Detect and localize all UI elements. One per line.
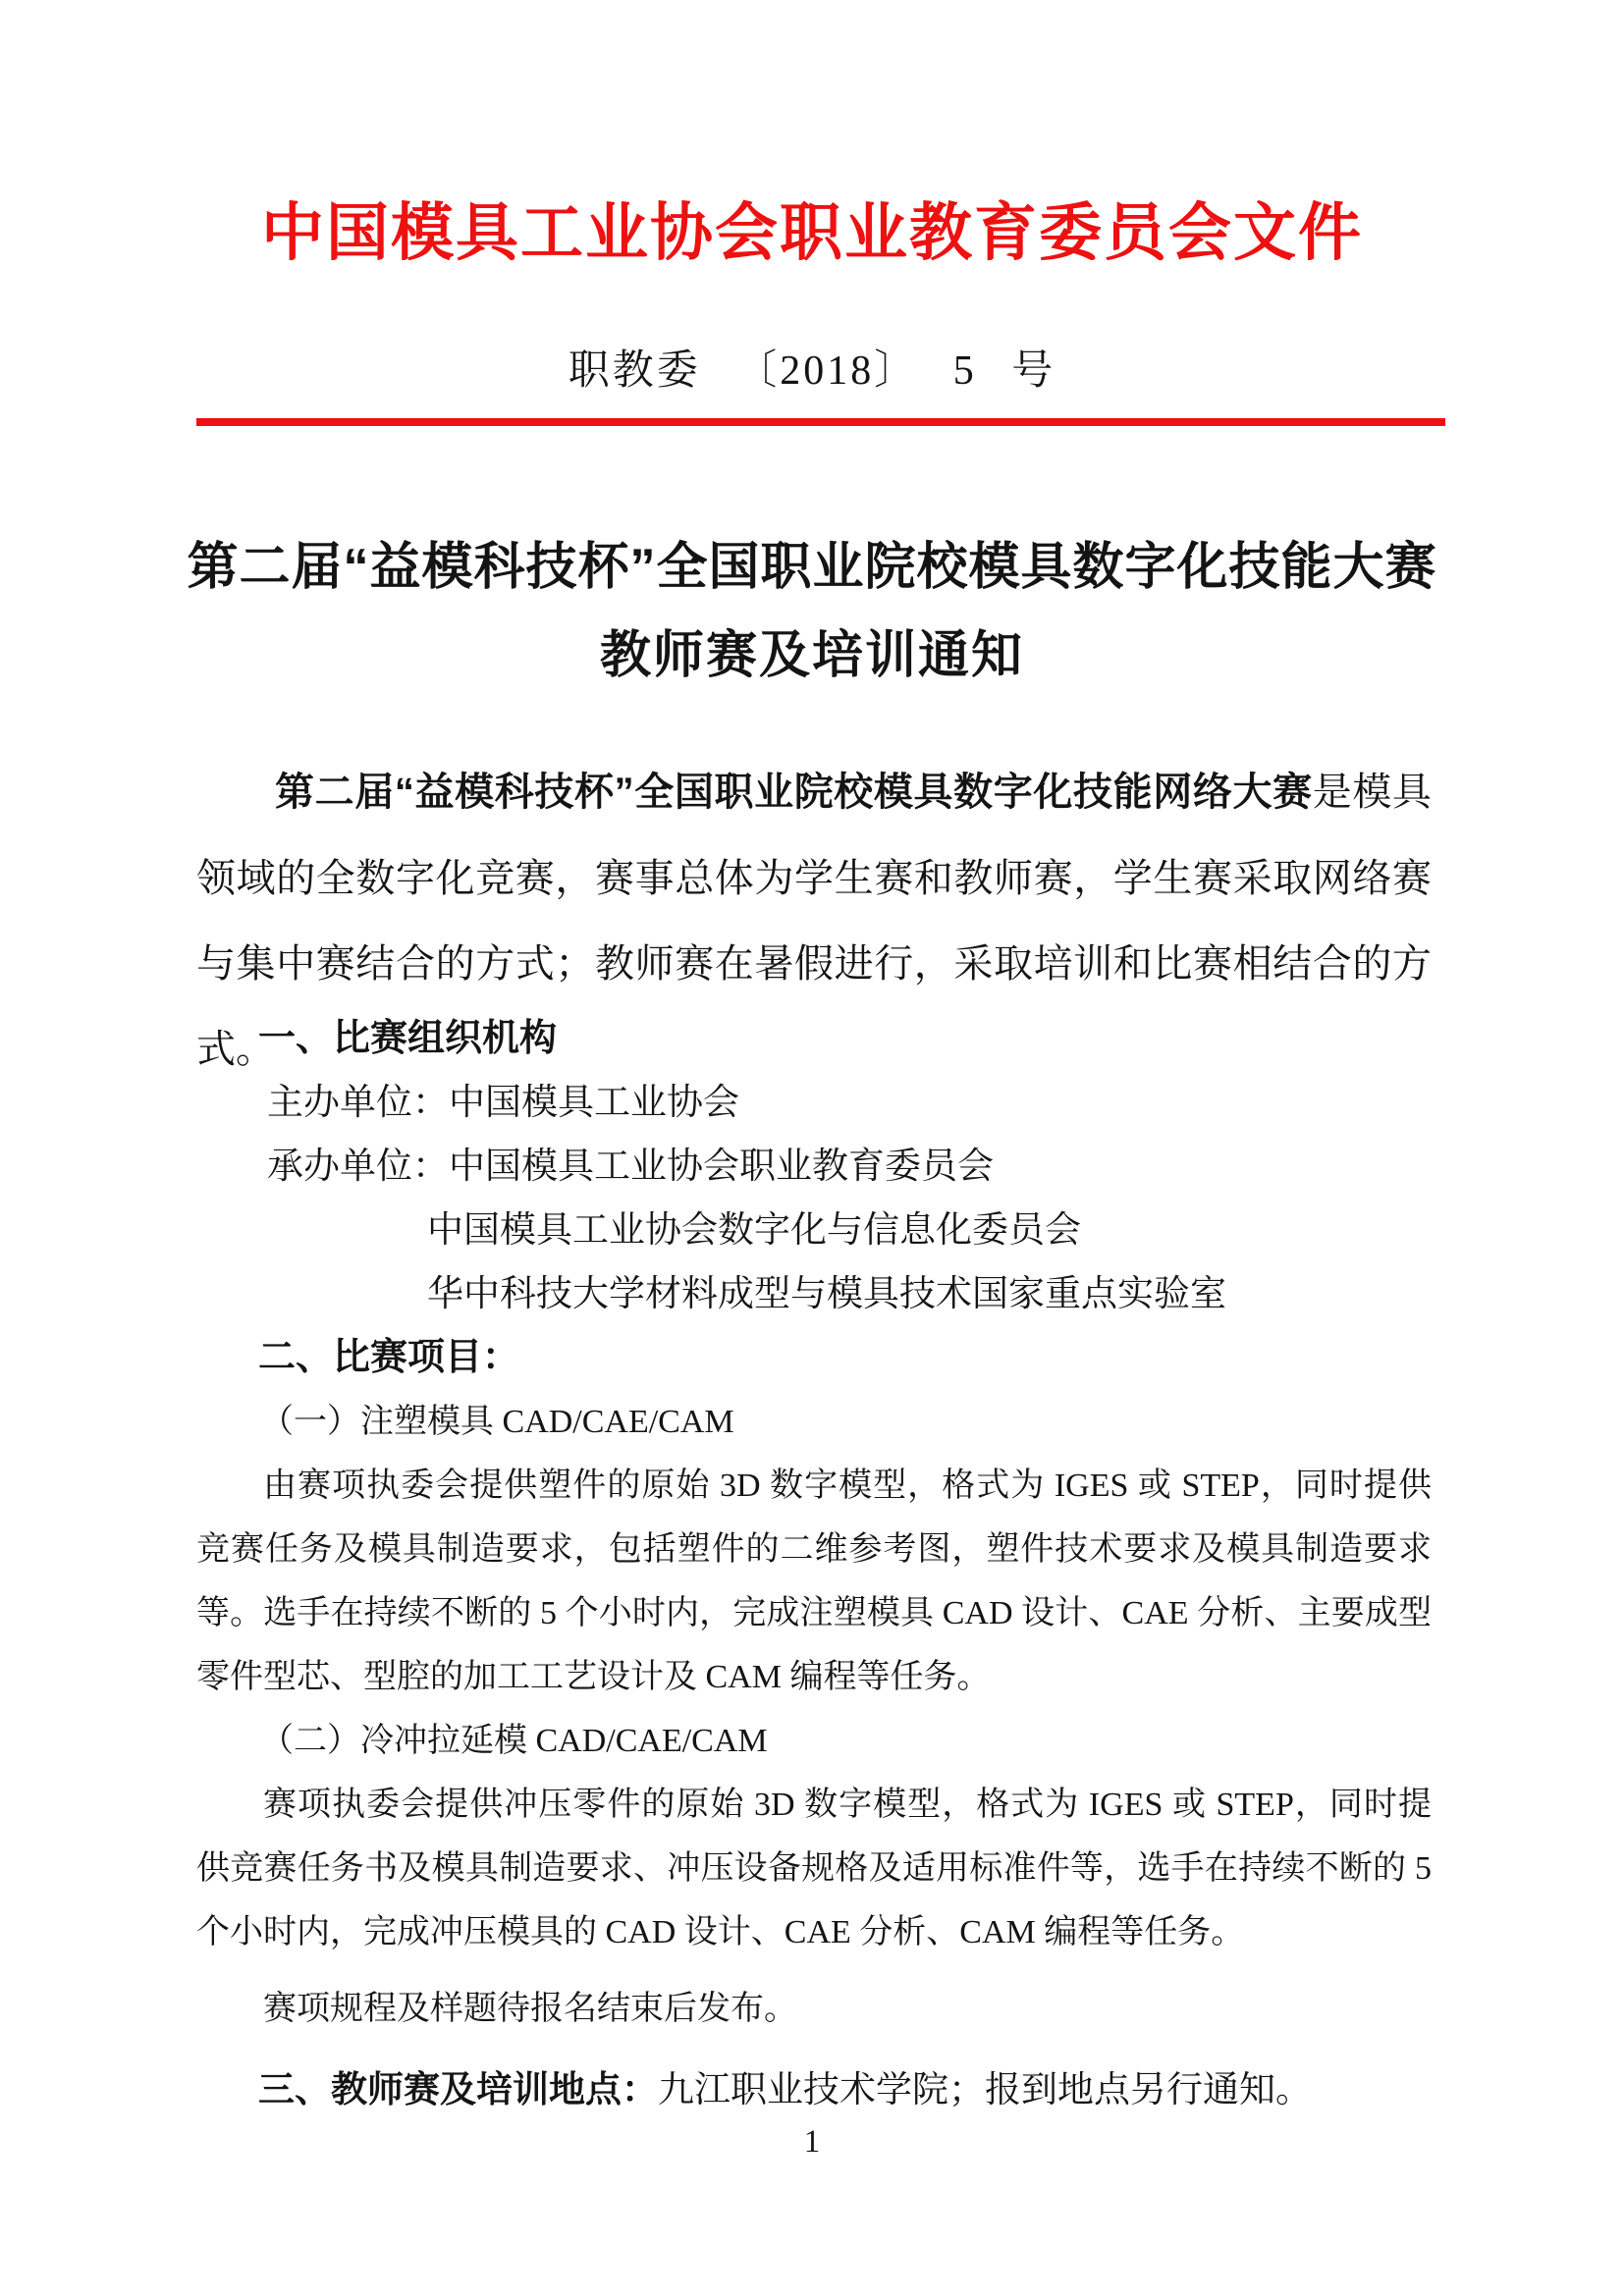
- intro-description: 是模具领域的全数字化竞赛，赛事总体为学生赛和教师赛，学生赛采取网络赛与集中赛结合的方式；教师赛在暑假进行，采取培训和比赛相结合的方式。: [196, 770, 1433, 1071]
- event-2-title: （二）冷冲拉延模 CAD/CAE/CAM: [260, 1723, 768, 1759]
- section-2-events: [196, 1326, 1432, 1964]
- section-3-body: 九江职业技术学院；报到地点另行通知。: [658, 2070, 1312, 2110]
- event-1-description: 由赛项执委会提供塑件的原始 3D 数字模型，格式为 IGES 或 STEP，同时提供竞赛任务及模具制造要求，包括塑件的二维参考图，塑件技术要求及模具制造要求等。选手在持续不断的 5 个小时内，完成注塑模具 CAD 设计、CAE 分析、主要成型零件型芯、型腔的加工工艺设计及 CAM 编程等任务。: [196, 1468, 1432, 1695]
- section-3-location: [196, 2057, 1493, 2122]
- rules-release-note: 赛项规程及样题待报名结束后发布。: [263, 1991, 797, 2027]
- section-2-heading: 二、比赛项目：: [258, 1337, 520, 1378]
- red-header-org-title: 中国模具工业协会职业教育委员会文件: [261, 198, 1363, 268]
- host-unit-line: 主办单位：中国模具工业协会: [267, 1083, 739, 1123]
- document-number: 职教委 〔2018〕 5 号: [568, 348, 1056, 394]
- organizer-unit-extra-1: 中国模具工业协会数字化与信息化委员会: [427, 1210, 1081, 1251]
- event-1-title: （一）注塑模具 CAD/CAE/CAM: [260, 1404, 734, 1440]
- section-1-heading: 一、比赛组织机构: [258, 1018, 558, 1059]
- main-title-line2: 教师赛及培训通知: [599, 627, 1024, 684]
- section-1-organization: [196, 1007, 1432, 1326]
- red-divider-line: [196, 418, 1445, 426]
- main-title-line1: 第二届“益模科技杯”全国职业院校模具数字化技能大赛: [187, 539, 1437, 596]
- event-2-description: 赛项执委会提供冲压零件的原始 3D 数字模型，格式为 IGES 或 STEP，同时提供竞赛任务书及模具制造要求、冲压设备规格及适用标准件等，选手在持续不断的 5 个小时内，完成冲压模具的 CAD 设计、CAE 分析、CAM 编程等任务。: [196, 1787, 1432, 1950]
- page-number: 1: [803, 2124, 821, 2160]
- section-3-heading: 三、教师赛及培训地点：: [258, 2069, 658, 2109]
- intro-competition-name: 第二届“益模科技杯”全国职业院校模具数字化技能网络大赛: [275, 771, 1313, 814]
- organizer-unit-line: 承办单位：中国模具工业协会职业教育委员会: [267, 1147, 994, 1187]
- organizer-unit-extra-2: 华中科技大学材料成型与模具技术国家重点实验室: [427, 1274, 1226, 1314]
